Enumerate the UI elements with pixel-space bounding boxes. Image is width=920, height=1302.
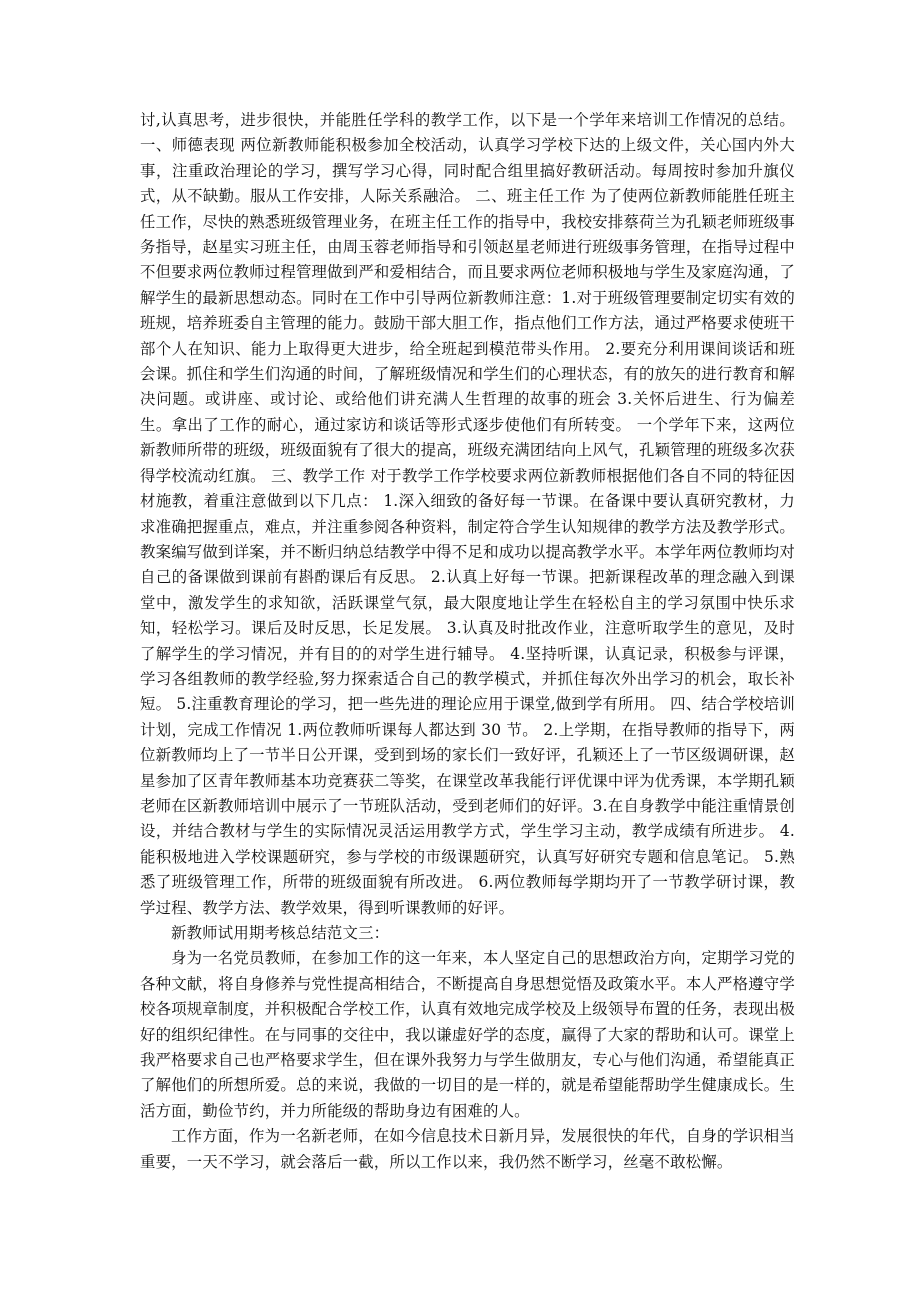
document-page [140, 108, 795, 1175]
body-paragraph-continued: 讨,认真思考，进步很快，并能胜任学科的教学工作，以下是一个学年来培训工作情况的总结。 一、师德表现 两位新教师能积极参加全校活动，认真学习学校下达的上级文件，关心国内外大事，注重政治理论的学习，撰写学习心得，同时配合组里搞好教研活动。每周按时参加升旗仪式，从不缺勤。服从工作安排，人际关系融洽。 二、班主任工作 为了使两位新教师能胜任班主任工作，尽快的熟悉班级管理业务，在班主任工作的指导中，我校安排蔡荷兰为孔颖老师班级事务指导，赵星实习班主任，由周玉蓉老师指导和引领赵星老师进行班级事务管理，在指导过程中不但要求两位教师过程管理做到严和爱相结合，而且要求两位老师积极地与学生及家庭沟通，了解学生的最新思想动态。同时在工作中引导两位新教师注意：1.对于班级管理要制定切实有效的班规，培养班委自主管理的能力。鼓励干部大胆工作，指点他们工作方法，通过严格要求使班干部个人在知识、能力上取得更大进步，给全班起到模范带头作用。 2.要充分利用课间谈话和班会课。抓住和学生们沟通的时间，了解班级情况和学生们的心理状态，有的放矢的进行教育和解决问题。或讲座、或讨论、或给他们讲充满人生哲理的故事的班会 3.关怀后进生、行为偏差生。拿出了工作的耐心，通过家访和谈话等形式逐步使他们有所转变。 一个学年下来，这两位新教师所带的班级，班级面貌有了很大的提高，班级充满团结向上风气，孔颖管理的班级多次获得学校流动红旗。 三、教学工作 对于教学工作学校要求两位新教师根据他们各自不同的特征因材施教，着重注意做到以下几点： 1.深入细致的备好每一节课。在备课中要认真研究教材，力求准确把握重点，难点，并注重参阅各种资料，制定符合学生认知规律的教学方法及教学形式。教案编写做到详案，并不断归纳总结教学中得不足和成功以提高教学水平。本学年两位教师均对自己的备课做到课前有斟酌课后有反思。 2.认真上好每一节课。把新课程改革的理念融入到课堂中，激发学生的求知欲，活跃课堂气氛，最大限度地让学生在轻松自主的学习氛围中快乐求知，轻松学习。课后及时反思，长足发展。 3.认真及时批改作业，注意听取学生的意见，及时了解学生的学习情况，并有目的的对学生进行辅导。 4.坚持听课，认真记录，积极参与评课，学习各组教师的教学经验,努力探索适合自己的教学模式，并抓住每次外出学习的机会，取长补短。 5.注重教育理论的学习，把一些先进的理论应用于课堂,做到学有所用。 四、结合学校培训计划，完成工作情况 1.两位教师听课每人都达到 30 节。 2.上学期，在指导教师的指导下，两位新教师均上了一节半日公开课，受到到场的家长们一致好评，孔颖还上了一节区级调研课，赵星参加了区青年教师基本功竞赛获二等奖，在课堂改革我能行评优课中评为优秀课，本学期孔颖老师在区新教师培训中展示了一节班队活动，受到老师们的好评。3.在自身教学中能注重情景创设，并结合教材与学生的实际情况灵活运用教学方式，学生学习主动，教学成绩有所进步。 4.能积极地进入学校课题研究，参与学校的市级课题研究，认真写好研究专题和信息笔记。 5.熟悉了班级管理工作，所带的班级面貌有所改进。 6.两位教师每学期均开了一节教学研讨课，教学过程、教学方法、教学效果，得到听课教师的好评。 [140, 111, 795, 917]
body-paragraph-party-member: 身为一名党员教师，在参加工作的这一年来，本人坚定自己的思想政治方向，定期学习党的各种文献，将自身修养与党性提高相结合，不断提高自身思想觉悟及政策水平。本人严格遵守学校各项规章制度，并积极配合学校工作，认真有效地完成学校及上级领导布置的任务，表现出极好的组织纪律性。在与同事的交往中，我以谦虚好学的态度，赢得了大家的帮助和认可。课堂上我严格要求自己也严格要求学生，但在课外我努力与学生做朋友，专心与他们沟通，希望能真正了解他们的所想所爱。总的来说，我做的一切目的是一样的，就是希望能帮助学生健康成长。生活方面，勤俭节约，并力所能级的帮助身边有困难的人。 [140, 949, 795, 1120]
body-paragraph-work: 工作方面，作为一名新老师，在如今信息技术日新月异，发展很快的年代，自身的学识相当重要，一天不学习，就会落后一截，所以工作以来，我仍然不断学习，丝毫不敢松懈。 [140, 1127, 795, 1171]
section-heading-sample-three: 新教师试用期考核总结范文三： [171, 924, 390, 942]
